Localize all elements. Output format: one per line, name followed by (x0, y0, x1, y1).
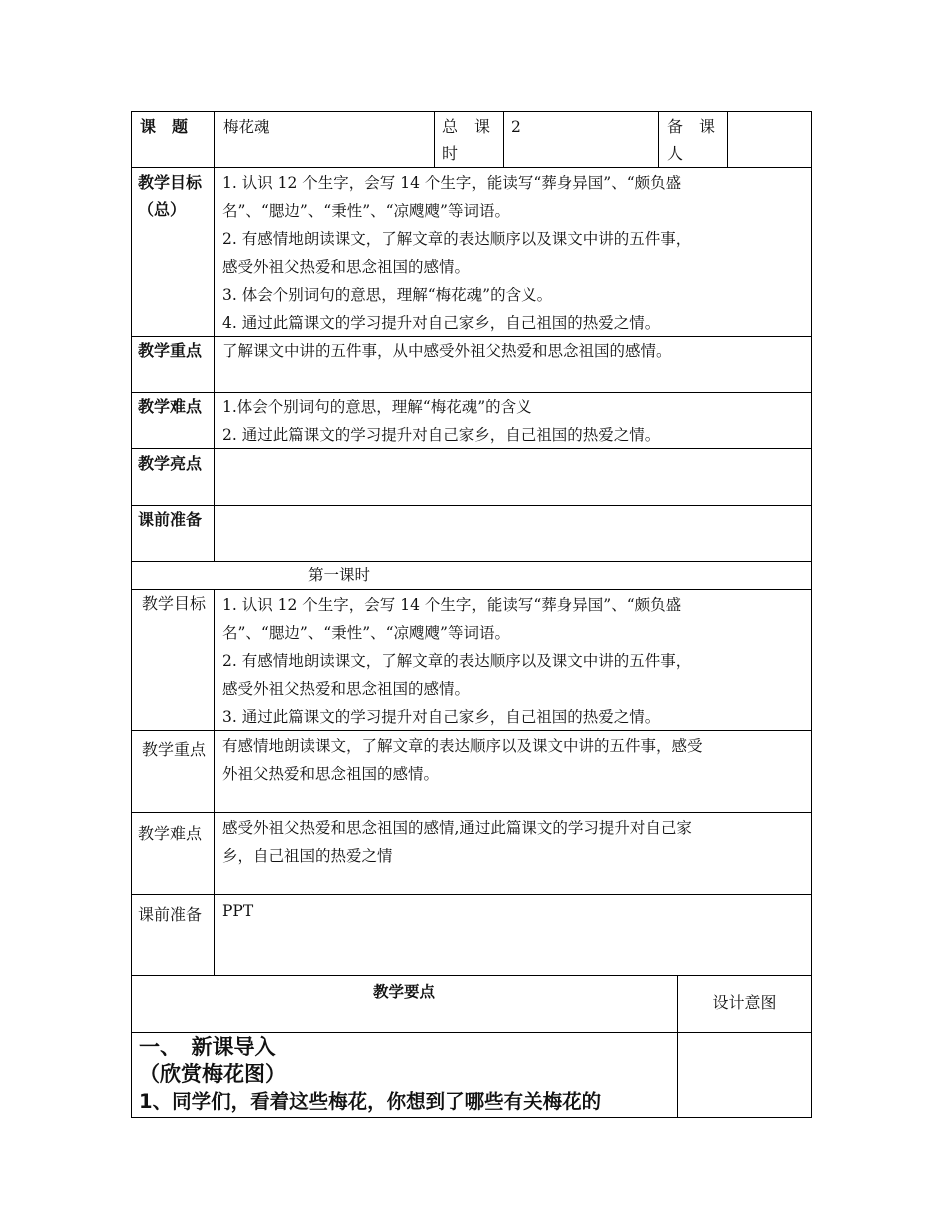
process-line: 1、同学们，看着这些梅花，你想到了哪些有关梅花的 (139, 1090, 602, 1113)
row-line (131, 812, 812, 813)
lesson1-difficulty-label: 教学难点 (138, 824, 203, 843)
col-line (214, 589, 215, 975)
teaching-points-header: 教学要点 (372, 982, 435, 1001)
lesson1-key-text (222, 732, 808, 788)
lesson1-prep-label: 课前准备 (138, 905, 203, 924)
row-line (131, 589, 812, 590)
total-hours-value: 2 (511, 118, 521, 136)
col-line (658, 111, 659, 167)
goal-line: 感受外祖父热爱和思念祖国的感情。 (222, 680, 471, 698)
row-line (131, 167, 812, 168)
lesson1-goals-label: 教学目标 (141, 594, 206, 613)
overall-prep-label: 课前准备 (138, 510, 203, 529)
overall-goals-text (222, 169, 808, 337)
difficulty-line: 乡，自己祖国的热爱之情 (222, 847, 393, 865)
process-content (139, 1034, 675, 1115)
overall-goals-label: 教学目标（总） (138, 173, 203, 219)
goal-line: 名”、“腮边”、“秉性”、“凉飕飕”等词语。 (222, 202, 510, 220)
goal-line: 3. 体会个别词句的意思，理解“梅花魂”的含义。 (222, 286, 553, 304)
col-line (434, 111, 435, 167)
highlight-label: 教学亮点 (138, 454, 203, 473)
topic-value: 梅花魂 (223, 118, 270, 136)
topic-label: 课 题 (140, 117, 189, 136)
lesson1-difficulty-text (222, 814, 808, 870)
col-line (727, 111, 728, 167)
goal-line: 4. 通过此篇课文的学习提升对自己家乡，自己祖国的热爱之情。 (222, 314, 661, 332)
border-top (131, 111, 812, 112)
goal-line: 2. 有感情地朗读课文，了解文章的表达顺序以及课文中讲的五件事， (222, 230, 692, 248)
key-line: 了解课文中讲的五件事，从中感受外祖父热爱和思念祖国的感情。 (222, 342, 672, 360)
row-line (131, 505, 812, 506)
border-right (811, 111, 812, 1118)
row-line (131, 1032, 812, 1033)
row-line (131, 975, 812, 976)
lesson1-prep-value: PPT (222, 902, 254, 920)
lesson1-key-label: 教学重点 (141, 740, 206, 759)
col-line (214, 111, 215, 561)
difficulty-line: 2. 通过此篇课文的学习提升对自己家乡，自己祖国的热爱之情。 (222, 426, 661, 444)
overall-key-label: 教学重点 (138, 341, 203, 360)
preparer-label: 备 课人 (667, 117, 716, 163)
goal-line: 1. 认识 12 个生字，会写 14 个生字，能读写“葬身异国”、“颇负盛 (222, 596, 682, 614)
overall-key-text (222, 337, 808, 365)
overall-difficulty-text (222, 393, 808, 449)
col-line (503, 111, 504, 167)
goal-line: 名”、“腮边”、“秉性”、“凉飕飕”等词语。 (222, 624, 510, 642)
lesson1-goals-text (222, 591, 808, 731)
total-hours-label: 总 课时 (442, 117, 491, 163)
goal-line: 感受外祖父热爱和思念祖国的感情。 (222, 258, 471, 276)
row-line (131, 1117, 812, 1118)
border-left (131, 111, 132, 1118)
difficulty-line: 1.体会个别词句的意思，理解“梅花魂”的含义 (222, 398, 532, 416)
overall-difficulty-label: 教学难点 (138, 397, 203, 416)
goal-line: 3. 通过此篇课文的学习提升对自己家乡，自己祖国的热爱之情。 (222, 708, 661, 726)
key-line: 外祖父热爱和思念祖国的感情。 (222, 765, 440, 783)
goal-line: 2. 有感情地朗读课文，了解文章的表达顺序以及课文中讲的五件事， (222, 652, 692, 670)
row-line (131, 894, 812, 895)
design-intent-header: 设计意图 (712, 993, 777, 1012)
difficulty-line: 感受外祖父热爱和思念祖国的感情,通过此篇课文的学习提升对自己家 (222, 819, 692, 837)
lesson1-title: 第一课时 (308, 566, 371, 584)
goal-line: 1. 认识 12 个生字，会写 14 个生字，能读写“葬身异国”、“颇负盛 (222, 174, 682, 192)
process-line: 一、 新课导入 (139, 1035, 276, 1059)
process-line: （欣赏梅花图） (139, 1062, 286, 1086)
key-line: 有感情地朗读课文，了解文章的表达顺序以及课文中讲的五件事，感受 (222, 737, 703, 755)
